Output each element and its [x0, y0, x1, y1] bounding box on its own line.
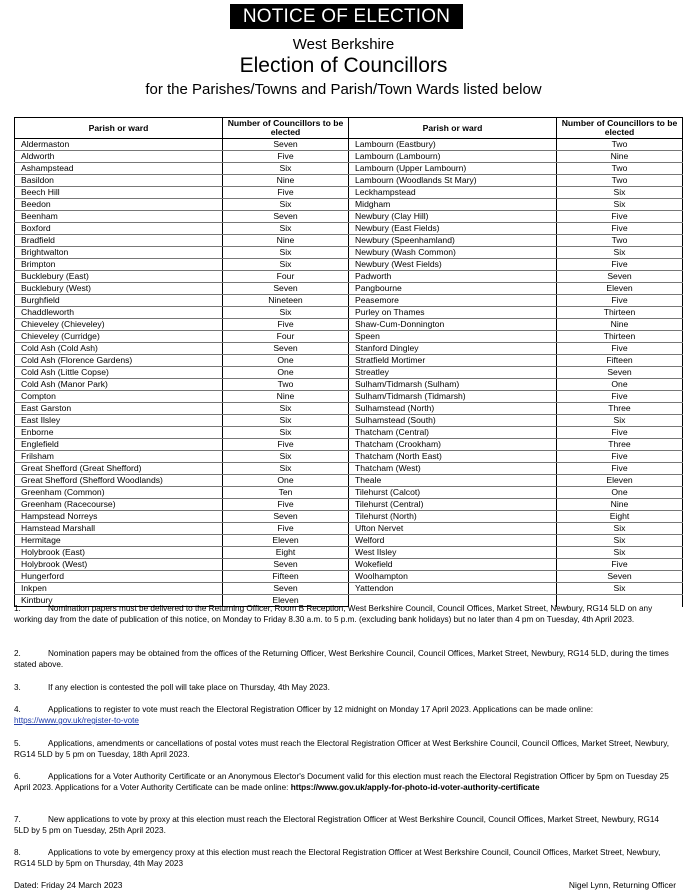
councillor-count: Six — [223, 451, 349, 463]
councillor-count: Five — [557, 559, 683, 571]
councillor-count: Six — [557, 247, 683, 259]
councillor-count: Eleven — [557, 283, 683, 295]
parish-name: Woolhampton — [349, 571, 557, 583]
councillor-count: Seven — [557, 367, 683, 379]
table-row — [15, 523, 683, 535]
table-row — [15, 391, 683, 403]
parish-name: Kintbury — [15, 595, 223, 607]
councillor-count: Five — [557, 391, 683, 403]
parish-name: Leckhampstead — [349, 187, 557, 199]
parish-name: Padworth — [349, 271, 557, 283]
note-number: 3. — [14, 683, 21, 692]
parish-name: Greenham (Common) — [15, 487, 223, 499]
parish-name: Basildon — [15, 175, 223, 187]
table-header-row — [15, 118, 683, 139]
councillor-count: Five — [223, 439, 349, 451]
dated-line: Dated: Friday 24 March 2023 — [14, 880, 123, 890]
parish-name: Newbury (Clay Hill) — [349, 211, 557, 223]
parish-name: Speen — [349, 331, 557, 343]
councillor-count: Nine — [223, 175, 349, 187]
parish-name: Stanford Dingley — [349, 343, 557, 355]
table-row — [15, 331, 683, 343]
parish-name: Greenham (Racecourse) — [15, 499, 223, 511]
parish-name: Cold Ash (Florence Gardens) — [15, 355, 223, 367]
parish-name: Enborne — [15, 427, 223, 439]
councillor-count: Six — [223, 415, 349, 427]
note-item — [14, 648, 676, 670]
parish-name: Peasemore — [349, 295, 557, 307]
note-item — [14, 814, 676, 836]
parish-name: Newbury (East Fields) — [349, 223, 557, 235]
councillor-count: Five — [557, 223, 683, 235]
councillor-count: Six — [557, 583, 683, 595]
parish-name: Hamstead Marshall — [15, 523, 223, 535]
councillor-count: Six — [223, 247, 349, 259]
voter-authority-link[interactable]: https://www.gov.uk/apply-for-photo-id-voter-authority-certificate — [290, 783, 540, 792]
table-row — [15, 487, 683, 499]
table-row — [15, 499, 683, 511]
table-row — [15, 547, 683, 559]
parish-name: Beenham — [15, 211, 223, 223]
councillor-count: Fifteen — [223, 571, 349, 583]
councillor-count: Six — [223, 463, 349, 475]
councillor-count: Seven — [223, 583, 349, 595]
parish-name: Boxford — [15, 223, 223, 235]
note-item — [14, 704, 676, 726]
note-item — [14, 682, 676, 693]
table-row — [15, 343, 683, 355]
parish-name: East Garston — [15, 403, 223, 415]
table-row — [15, 187, 683, 199]
parish-name: Compton — [15, 391, 223, 403]
parish-name: Lambourn (Eastbury) — [349, 139, 557, 151]
council-name: West Berkshire — [292, 36, 395, 53]
note-number: 5. — [14, 739, 21, 748]
councillor-count: Six — [557, 535, 683, 547]
councillor-count: Nineteen — [223, 295, 349, 307]
parish-name: Thatcham (Crookham) — [349, 439, 557, 451]
parish-name: Welford — [349, 535, 557, 547]
table-row — [15, 439, 683, 451]
councillor-count: Five — [557, 463, 683, 475]
note-item — [14, 738, 676, 760]
table-row — [15, 475, 683, 487]
table-row — [15, 271, 683, 283]
councillor-count: Six — [223, 307, 349, 319]
note-text: Applications to register to vote must reach the Electoral Registration Officer by 12 midnight on Monday 17 April 2023. Applications can be made online: — [48, 705, 594, 714]
note-text: Applications to vote by emergency proxy at this election must reach the Electoral Registration Officer at West Berkshire Council, Council Offices, Market Street, Newbury, RG14 5LD by 5pm on Thursday, 4th May 2023 — [14, 848, 661, 868]
councillor-count: Five — [557, 451, 683, 463]
note-number: 6. — [14, 772, 21, 781]
councillor-count: Five — [557, 343, 683, 355]
table-row — [15, 367, 683, 379]
parish-name: Theale — [349, 475, 557, 487]
councillor-count: Three — [557, 439, 683, 451]
table-row — [15, 139, 683, 151]
parish-name: West Ilsley — [349, 547, 557, 559]
councillor-count: Six — [223, 259, 349, 271]
note-text: New applications to vote by proxy at this election must reach the Electoral Registration Officer at West Berkshire Council, Council Offices, Market Street, Newbury, RG14 5LD by 5 pm on Tuesday, 25th April 2023. — [14, 815, 659, 835]
councillor-count: Seven — [223, 343, 349, 355]
councillor-count: Five — [223, 523, 349, 535]
parish-name: Sulhamstead (South) — [349, 415, 557, 427]
councillor-count: Six — [223, 223, 349, 235]
election-subtitle: for the Parishes/Towns and Parish/Town Wards listed below — [145, 81, 542, 98]
table-row — [15, 247, 683, 259]
parish-table — [14, 117, 683, 607]
parish-name: Holybrook (West) — [15, 559, 223, 571]
table-row — [15, 535, 683, 547]
councillor-count: Seven — [557, 271, 683, 283]
note-number: 8. — [14, 848, 21, 857]
parish-name: Streatley — [349, 367, 557, 379]
parish-name: Pangbourne — [349, 283, 557, 295]
councillor-count: Five — [557, 295, 683, 307]
table-row — [15, 199, 683, 211]
councillor-count: One — [223, 355, 349, 367]
parish-name: Newbury (West Fields) — [349, 259, 557, 271]
note-item — [14, 847, 676, 869]
table-row — [15, 355, 683, 367]
parish-name: Purley on Thames — [349, 307, 557, 319]
parish-name: Newbury (Wash Common) — [349, 247, 557, 259]
councillor-count: Six — [223, 199, 349, 211]
councillor-count: Six — [223, 163, 349, 175]
parish-name: East Ilsley — [15, 415, 223, 427]
councillor-count: Five — [223, 319, 349, 331]
parish-name: Hampstead Norreys — [15, 511, 223, 523]
note-text: Nomination papers may be obtained from the offices of the Returning Officer, West Berkshire Council, Council Offices, Market Street, Newbury, RG14 5LD, during the times stated above. — [14, 649, 669, 669]
notice-title: NOTICE OF ELECTION — [230, 4, 463, 29]
councillor-count: Five — [223, 151, 349, 163]
councillor-count: Five — [223, 187, 349, 199]
parish-name: Stratfield Mortimer — [349, 355, 557, 367]
councillor-count: Six — [223, 427, 349, 439]
councillor-count: Seven — [557, 571, 683, 583]
table-row — [15, 511, 683, 523]
councillor-count: Three — [557, 403, 683, 415]
councillor-count: One — [557, 487, 683, 499]
parish-name: Chaddleworth — [15, 307, 223, 319]
note-number: 4. — [14, 705, 21, 714]
parish-name: Aldworth — [15, 151, 223, 163]
parish-name: Bradfield — [15, 235, 223, 247]
councillor-count: One — [223, 475, 349, 487]
table-row — [15, 175, 683, 187]
councillor-count: Eleven — [223, 535, 349, 547]
councillor-count: Seven — [223, 511, 349, 523]
table-row — [15, 571, 683, 583]
councillor-count: One — [223, 367, 349, 379]
parish-name: Great Shefford (Shefford Woodlands) — [15, 475, 223, 487]
parish-name: Hermitage — [15, 535, 223, 547]
councillor-count: Thirteen — [557, 331, 683, 343]
parish-name: Beech Hill — [15, 187, 223, 199]
councillor-count: Six — [557, 523, 683, 535]
councillor-count: Fifteen — [557, 355, 683, 367]
parish-name: Wokefield — [349, 559, 557, 571]
councillor-count: Five — [557, 259, 683, 271]
councillor-count: Six — [557, 187, 683, 199]
councillor-count: Six — [557, 547, 683, 559]
councillor-count: Thirteen — [557, 307, 683, 319]
councillor-count: Two — [223, 379, 349, 391]
parish-name: Newbury (Speenhamland) — [349, 235, 557, 247]
column-header-parish: Parish or ward — [349, 118, 557, 139]
parish-name: Bucklebury (West) — [15, 283, 223, 295]
table-row — [15, 583, 683, 595]
parish-name: Lambourn (Lambourn) — [349, 151, 557, 163]
table-row — [15, 307, 683, 319]
councillor-count: Five — [223, 499, 349, 511]
table-row — [15, 319, 683, 331]
table-row — [15, 259, 683, 271]
parish-name: Thatcham (North East) — [349, 451, 557, 463]
councillor-count: Nine — [223, 235, 349, 247]
councillor-count: Nine — [557, 499, 683, 511]
councillor-count: Six — [223, 403, 349, 415]
parish-name: Ashampstead — [15, 163, 223, 175]
parish-name: Burghfield — [15, 295, 223, 307]
note-number: 2. — [14, 649, 21, 658]
parish-name: Tilehurst (North) — [349, 511, 557, 523]
note-text: Nomination papers must be delivered to the Returning Officer, Room B Reception, West Berkshire Council, Council Offices, Market Street, Newbury, RG14 5LD on any working day from the date of publication of this notice, on Monday to Friday 8.30 a.m. to 5 p.m. (excluding bank holidays) but no later than 4 pm on Tuesday, 4th April 2023. — [14, 604, 653, 624]
table-body — [15, 139, 683, 607]
note-number: 7. — [14, 815, 21, 824]
table-row — [15, 403, 683, 415]
note-item — [14, 771, 676, 793]
table-row — [15, 415, 683, 427]
councillor-count: Six — [557, 199, 683, 211]
councillor-count: Eleven — [223, 595, 349, 607]
table-row — [15, 463, 683, 475]
parish-name: Hungerford — [15, 571, 223, 583]
councillor-count: Seven — [223, 283, 349, 295]
parish-name: Midgham — [349, 199, 557, 211]
parish-name: Lambourn (Upper Lambourn) — [349, 163, 557, 175]
note-text: Applications for a Voter Authority Certificate or an Anonymous Elector's Document valid for this election must reach the Electoral Registration Officer by 5pm on Tuesday 25 April 2023. Applications for a Voter Authority Certificate can be made online: — [14, 772, 669, 792]
column-header-parish: Parish or ward — [15, 118, 223, 139]
parish-name: Sulham/Tidmarsh (Sulham) — [349, 379, 557, 391]
councillor-count: Nine — [223, 391, 349, 403]
councillor-count: Nine — [557, 151, 683, 163]
councillor-count: Four — [223, 331, 349, 343]
returning-officer: Nigel Lynn, Returning Officer — [568, 880, 676, 890]
table-row — [15, 211, 683, 223]
councillor-count: Seven — [223, 139, 349, 151]
parish-name: Cold Ash (Little Copse) — [15, 367, 223, 379]
councillor-count: Eight — [557, 511, 683, 523]
parish-name: Lambourn (Woodlands St Mary) — [349, 175, 557, 187]
councillor-count: Ten — [223, 487, 349, 499]
table-row — [15, 235, 683, 247]
parish-name: Tilehurst (Central) — [349, 499, 557, 511]
parish-name: Thatcham (West) — [349, 463, 557, 475]
councillor-count: Eight — [223, 547, 349, 559]
councillor-count: Six — [557, 415, 683, 427]
table-row — [15, 379, 683, 391]
parish-name: Cold Ash (Manor Park) — [15, 379, 223, 391]
parish-name: Sulham/Tidmarsh (Tidmarsh) — [349, 391, 557, 403]
table-row — [15, 163, 683, 175]
parish-name: Ufton Nervet — [349, 523, 557, 535]
table-row — [15, 559, 683, 571]
parish-name: Aldermaston — [15, 139, 223, 151]
table-row — [15, 295, 683, 307]
parish-name: Tilehurst (Calcot) — [349, 487, 557, 499]
parish-name: Thatcham (Central) — [349, 427, 557, 439]
table-row — [15, 283, 683, 295]
councillor-count: Seven — [223, 211, 349, 223]
table-row — [15, 451, 683, 463]
parish-name: Beedon — [15, 199, 223, 211]
parish-name: Bucklebury (East) — [15, 271, 223, 283]
column-header-number: Number of Councillors to be elected — [223, 118, 349, 139]
councillor-count: Five — [557, 427, 683, 439]
parish-name: Chieveley (Chieveley) — [15, 319, 223, 331]
councillor-count: Eleven — [557, 475, 683, 487]
parish-name: Frilsham — [15, 451, 223, 463]
parish-name: Chieveley (Curridge) — [15, 331, 223, 343]
column-header-number: Number of Councillors to be elected — [557, 118, 683, 139]
councillor-count: Nine — [557, 319, 683, 331]
note-text: If any election is contested the poll will take place on Thursday, 4th May 2023. — [48, 683, 330, 692]
councillor-count: Two — [557, 235, 683, 247]
note-text: Applications, amendments or cancellations of postal votes must reach the Electoral Registration Officer at West Berkshire Council, Council Offices, Market Street, Newbury, RG14 5LD by 5 pm on Tuesday, 18th April 2023. — [14, 739, 670, 759]
councillor-count: Four — [223, 271, 349, 283]
councillor-count: Two — [557, 139, 683, 151]
councillor-count: One — [557, 379, 683, 391]
parish-name: Brimpton — [15, 259, 223, 271]
parish-name: Great Shefford (Great Shefford) — [15, 463, 223, 475]
note-item — [14, 603, 676, 625]
parish-name: Inkpen — [15, 583, 223, 595]
councillor-count: Two — [557, 163, 683, 175]
parish-name: Brightwalton — [15, 247, 223, 259]
note-number: 1. — [14, 604, 21, 613]
councillor-count: Five — [557, 211, 683, 223]
councillor-count: Seven — [223, 559, 349, 571]
table-row — [15, 223, 683, 235]
election-heading: Election of Councillors — [239, 54, 448, 77]
register-to-vote-link[interactable]: https://www.gov.uk/register-to-vote — [14, 716, 139, 725]
parish-name: Englefield — [15, 439, 223, 451]
table-row — [15, 151, 683, 163]
parish-name: Yattendon — [349, 583, 557, 595]
parish-name: Holybrook (East) — [15, 547, 223, 559]
table-row — [15, 427, 683, 439]
councillor-count: Two — [557, 175, 683, 187]
parish-name: Shaw-Cum-Donnington — [349, 319, 557, 331]
parish-name: Cold Ash (Cold Ash) — [15, 343, 223, 355]
parish-name: Sulhamstead (North) — [349, 403, 557, 415]
